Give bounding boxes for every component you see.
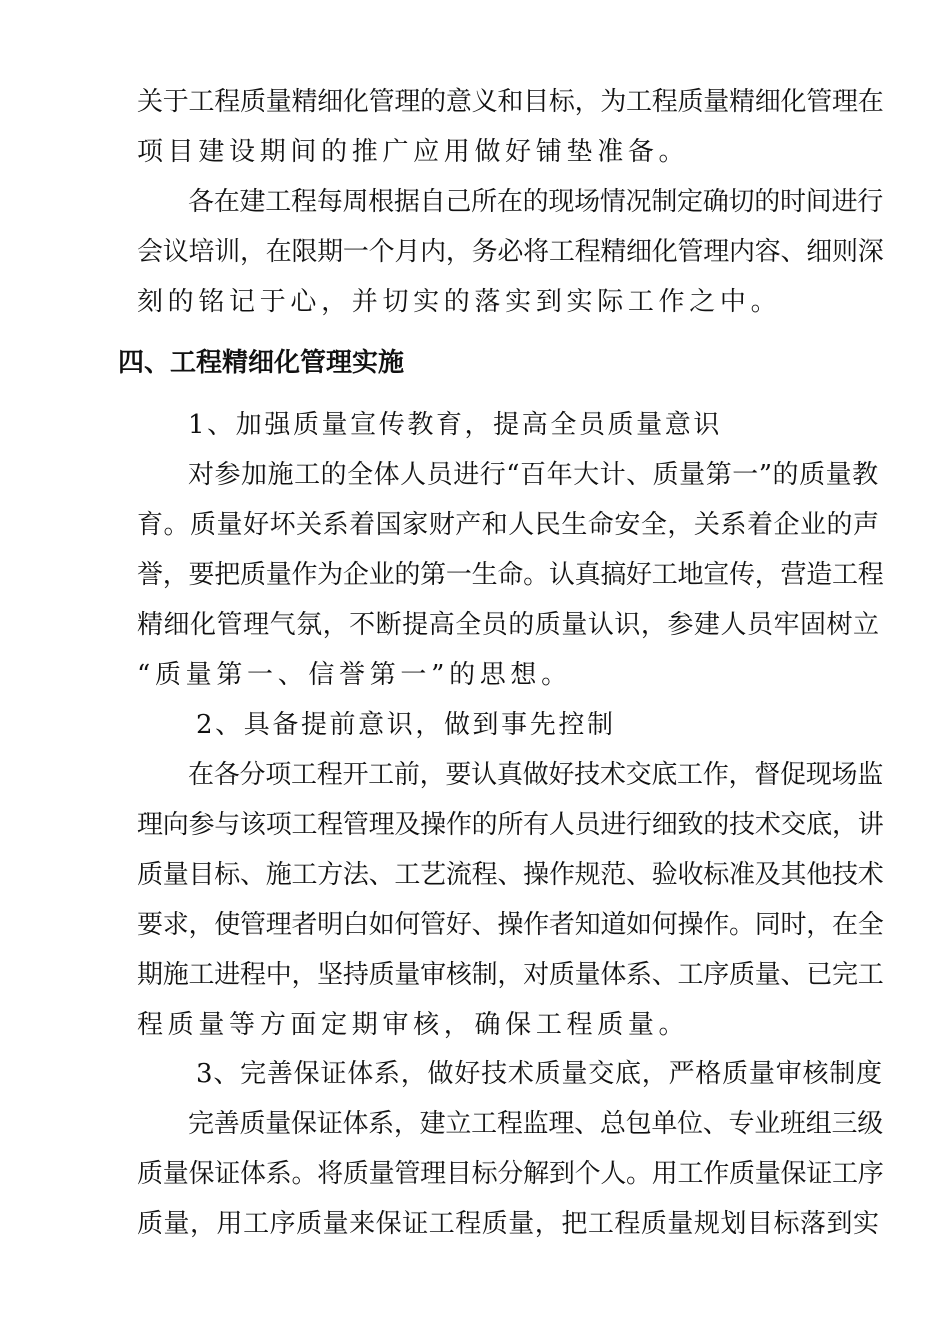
paragraph-line: 理向参与该项工程管理及操作的所有人员进行细致的技术交底，讲 xyxy=(137,810,884,840)
paragraph-line: 会议培训，在限期一个月内，务必将工程精细化管理内容、细则深 xyxy=(137,237,884,267)
section-heading: 四、工程精细化管理实施 xyxy=(118,348,405,378)
paragraph-line: 质量目标、施工方法、工艺流程、操作规范、验收标准及其他技术 xyxy=(137,860,884,890)
item-title: 3、完善保证体系，做好技术质量交底，严格质量审核制度 xyxy=(196,1059,883,1089)
paragraph-line: 对参加施工的全体人员进行“百年大计、质量第一”的质量教 xyxy=(188,460,879,490)
paragraph-line: 在各分项工程开工前，要认真做好技术交底工作，督促现场监 xyxy=(188,760,883,790)
paragraph-line: 精细化管理气氛，不断提高全员的质量认识，参建人员牢固树立 xyxy=(137,610,880,640)
paragraph-line: “质量第一、信誉第一”的思想。 xyxy=(137,660,572,690)
paragraph-line: 程质量等方面定期审核，确保工程质量。 xyxy=(137,1010,690,1040)
item-title: 2、具备提前意识，做到事先控制 xyxy=(196,710,616,740)
paragraph-line: 各在建工程每周根据自己所在的现场情况制定确切的时间进行 xyxy=(188,187,883,217)
item-title: 1、加强质量宣传教育，提高全员质量意识 xyxy=(188,410,722,440)
paragraph-line: 关于工程质量精细化管理的意义和目标，为工程质量精细化管理在 xyxy=(137,87,884,117)
paragraph-line: 项目建设期间的推广应用做好铺垫准备。 xyxy=(137,137,690,167)
paragraph-line: 完善质量保证体系，建立工程监理、总包单位、专业班组三级 xyxy=(188,1109,883,1139)
paragraph-line: 育。质量好坏关系着国家财产和人民生命安全，关系着企业的声 xyxy=(137,510,880,540)
paragraph-line: 质量，用工序质量来保证工程质量，把工程质量规划目标落到实 xyxy=(137,1209,880,1239)
paragraph-line: 质量保证体系。将质量管理目标分解到个人。用工作质量保证工序 xyxy=(137,1159,884,1189)
paragraph-line: 期施工进程中，坚持质量审核制，对质量体系、工序质量、已完工 xyxy=(137,960,884,990)
paragraph-line: 要求，使管理者明白如何管好、操作者知道如何操作。同时，在全 xyxy=(137,910,884,940)
paragraph-line: 誉，要把质量作为企业的第一生命。认真搞好工地宣传，营造工程 xyxy=(137,560,884,590)
paragraph-line: 刻的铭记于心，并切实的落实到实际工作之中。 xyxy=(137,287,782,317)
